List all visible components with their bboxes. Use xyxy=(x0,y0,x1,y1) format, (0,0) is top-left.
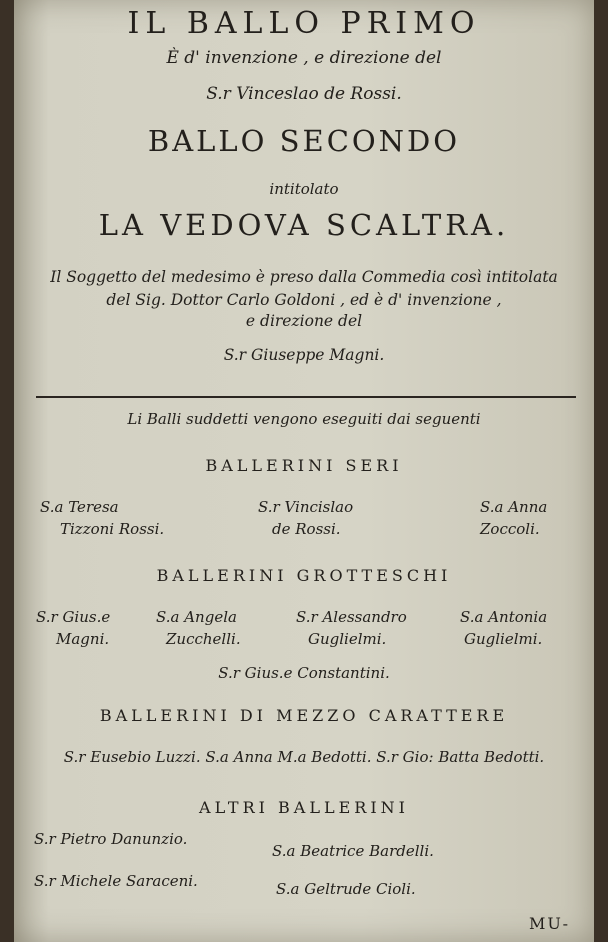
dancer-name-line: Tizzoni Rossi. xyxy=(60,520,165,538)
dancer-name-line: S.r Alessandro xyxy=(296,608,407,626)
dancer-name-line: S.a Antonia xyxy=(460,608,548,626)
ballo-secondo-author: S.r Giuseppe Magni. xyxy=(223,346,385,364)
catchword: MU- xyxy=(529,914,570,933)
soggetto-line-1: Il Soggetto del medesimo è preso dalla Commedia così intitolata xyxy=(50,268,558,286)
dancer-grotteschi-3 xyxy=(296,606,407,650)
dancers-mezzo-line: S.r Eusebio Luzzi. S.a Anna M.a Bedotti. S.r Gio: Batta Bedotti. xyxy=(63,748,545,766)
dancer-altri-3: S.r Michele Saraceni. xyxy=(34,872,198,890)
dancers-intro: Li Balli suddetti vengono eseguiti dai seguenti xyxy=(127,410,481,428)
dancer-name-line: S.r Gius.e xyxy=(36,608,111,626)
dancer-grotteschi-4 xyxy=(460,606,547,650)
dancer-altri-2: S.a Beatrice Bardelli. xyxy=(272,842,434,860)
intitolato-label: intitolato xyxy=(269,180,339,198)
ballo-secondo-name: LA VEDOVA SCALTRA. xyxy=(98,208,510,242)
soggetto-line-2: del Sig. Dottor Carlo Goldoni , ed è d' invenzione , xyxy=(106,291,502,309)
dancer-name-line: de Rossi. xyxy=(272,520,341,538)
dancer-altri-4: S.a Geltrude Cioli. xyxy=(276,880,416,898)
dancer-name-line: Magni. xyxy=(56,630,110,648)
dancer-name-line: Guglielmi. xyxy=(308,630,387,648)
dancer-grotteschi-extra: S.r Gius.e Constantini. xyxy=(218,664,390,682)
dancer-name-line: Zoccoli. xyxy=(480,520,540,538)
dancer-name-line: Zucchelli. xyxy=(166,630,241,648)
dancer-altri-1: S.r Pietro Danunzio. xyxy=(34,830,188,848)
soggetto-line-3: e direzione del xyxy=(245,312,363,330)
dancer-name-line: S.a Anna xyxy=(480,498,548,516)
section-heading-mezzo: BALLERINI DI MEZZO CARATTERE xyxy=(99,706,509,725)
ballo-primo-author: S.r Vinceslao de Rossi. xyxy=(206,84,402,104)
section-heading-seri: BALLERINI SERI xyxy=(205,456,403,475)
ballo-primo-invention-line: È d' invenzione , e direzione del xyxy=(166,48,442,68)
book-page xyxy=(14,0,594,942)
section-heading-grotteschi: BALLERINI GROTTESCHI xyxy=(156,566,452,585)
dancer-name-line: S.a Angela xyxy=(156,608,237,626)
divider-rule xyxy=(36,396,576,398)
ballo-secondo-title: BALLO SECONDO xyxy=(147,124,461,158)
dancer-grotteschi-2 xyxy=(156,606,241,650)
dancer-seri-2 xyxy=(258,496,353,540)
dancer-name-line: Guglielmi. xyxy=(464,630,543,648)
dancer-seri-3 xyxy=(480,496,547,540)
dancer-name-line: S.a Teresa xyxy=(40,498,119,516)
dancer-grotteschi-1 xyxy=(36,606,110,650)
dancer-name-line: S.r Vincislao xyxy=(258,498,354,516)
dancer-seri-1 xyxy=(40,496,164,540)
section-heading-altri: ALTRI BALLERINI xyxy=(199,798,409,817)
ballo-primo-title: IL BALLO PRIMO xyxy=(127,6,481,41)
